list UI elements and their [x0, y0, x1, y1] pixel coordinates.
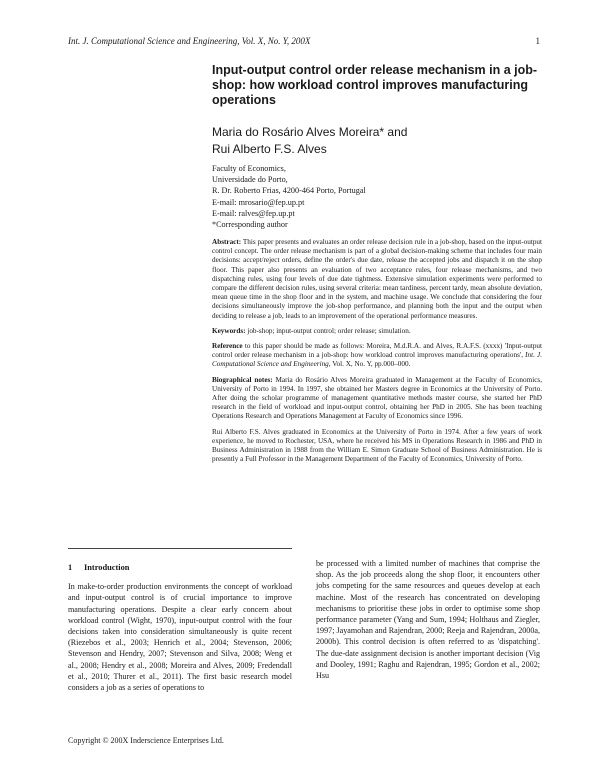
keywords-label: Keywords:: [212, 326, 246, 335]
biographical-notes: [212, 376, 542, 422]
body-paragraph: In make-to-order production environments the concept of workload and input-output control is of crucial importance to improve manufacturing operations. Despite a clear early concern about workload control (Wight, 1970), input-output control with the four decisions taken into consideration simultaneously is quite recent (Riezebos et al., 2003; Henrich et al., 2004; Stevenson, 2006; Stevenson and Hendry, 2007; Stevenson and Silva, 2008; Weng et al., 2008; Hendry et al., 2008; Moreira and Alves, 2009; Fredendall et al., 2010; Thurer et al., 2011). The first basic research model considers a job as a series of operations to: [68, 582, 292, 693]
author-line-2: Rui Alberto F.S. Alves: [212, 142, 327, 156]
running-head: Int. J. Computational Science and Engineering, Vol. X, No. Y, 200X: [68, 36, 311, 46]
bio-text-2: Rui Alberto F.S. Alves graduated in Economics at the University of Porto in 1974. After a few years of work experience, he moved to Rochester, USA, where he received his MS in Operations Research in 1986 and PhD in Business Administration in 1988 from the William E. Simon Graduate School of Business Administration. He is presently a Full Professor in the Management Department of the Faculty of Economics, University of Porto.: [212, 427, 542, 464]
abstract-label: Abstract:: [212, 238, 242, 246]
affiliation-line: Faculty of Economics,: [212, 164, 286, 173]
corresponding-author-note: *Corresponding author: [212, 220, 288, 230]
left-column: [68, 562, 292, 693]
bio-label: Biographical notes:: [212, 375, 273, 384]
section-divider: [68, 548, 292, 549]
reference-label: Reference: [212, 342, 243, 351]
reference-text: to this paper should be made as follows: Moreira, M.d.R.A. and Alves, R.A.F.S. (xxxx) 'Input-output control order release mechanism in a job-shop: how workload control improves manufacturing operations',: [212, 342, 543, 360]
bio-text-1: Maria do Rosário Alves Moreira graduated in Management at the Faculty of Economics, University of Porto in 1994. In 1997, she obtained her Masters degree in Economics at the University of Porto. After doing the scholar programme of management quantitative methods master course, she started her PhD research in the field of workload and input-output control, obtaining her PhD in 2005. She has been teaching Operations Research and Operations Management at Faculty of Economics since 1996.: [212, 375, 542, 421]
reference: [212, 342, 542, 370]
body-paragraph: be processed with a limited number of machines that comprise the shop. As the job proceeds along the shop floor, it encounters other jobs competing for the same resources and queues develop at each machine. Most of the research has concentrated on developing mechanisms to prioritise these jobs in order to optimise some shop performance parameter (Yang and Sum, 1994; Holthaus and Ziegler, 1997; Jayamohan and Rajendran, 2000; Reeja and Rajendran, 2000a, 2000b). This control decision is often referred to as 'dispatching'. The due-date assignment decision is another important decision (Vig and Dooley, 1991; Raghu and Rajendran, 1995; Gordon et al., 2002; Hsu: [316, 559, 540, 681]
affiliation-line: Universidade do Porto,: [212, 175, 288, 185]
author-line-1: Maria do Rosário Alves Moreira* and: [212, 125, 408, 139]
paper-title: Input-output control order release mechanism in a job-shop: how workload control improves manufacturing operations: [212, 63, 538, 107]
email-line: E-mail: mrosario@fep.up.pt: [212, 197, 305, 207]
copyright-footer: Copyright © 200X Inderscience Enterprises Ltd.: [68, 736, 224, 745]
reference-volume: , Vol. X, No. Y, pp.000–000.: [328, 360, 411, 369]
section-heading: [68, 562, 292, 573]
biographical-notes-2: [212, 428, 542, 465]
page-number: 1: [535, 36, 540, 46]
affiliation-line: R. Dr. Roberto Frias, 4200-464 Porto, Portugal: [212, 186, 366, 196]
affiliation: [212, 163, 542, 230]
abstract-text: This paper presents and evaluates an order release decision rule in a job-shop, based on the input-output control concept. The order release mechanism is part of a global decision-making scheme that includes four main decisions: accept/reject orders, define the order's due date, release the accepted jobs and dispatch it on the shop floor. This paper also presents an evaluation of two acceptance rules, four release mechanisms, and two dispatching rules, using four levels of due date tightness. Extensive simulation experiments were performed to compare the different decision rules, using several criteria: mean tardiness, percent tardy, mean absolute deviation, mean queue time in the shop floor and in the system, and machine usage. We conclude that considering the four decisions simultaneously improve the job-shop performance, and planning both the input and the output when deciding to release a job, leads to an improvement of the operational performance measures.: [212, 238, 542, 320]
reference-journal: Int. J. Computational Science and Engineering: [212, 351, 542, 369]
right-column: [316, 558, 540, 681]
email-line: E-mail: ralves@fep.up.pt: [212, 208, 295, 218]
keywords-text: job-shop; input-output control; order release; simulation.: [247, 326, 411, 335]
keywords: [212, 327, 542, 336]
abstract: [212, 238, 542, 321]
front-matter: [212, 238, 542, 470]
section-number: 1: [68, 563, 73, 572]
author-list: [212, 124, 542, 158]
section-title: Introduction: [84, 563, 130, 572]
